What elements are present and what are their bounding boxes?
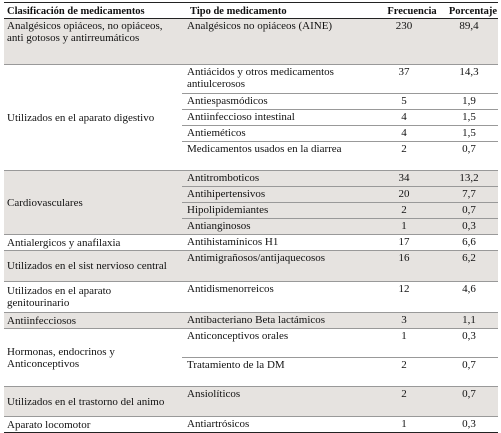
table-group (4, 417, 498, 432)
table-row (182, 65, 498, 93)
cell-tipo: Tratamiento de la DM (187, 359, 285, 371)
cell-clasificacion: Utilizados en el aparato digestivo (7, 111, 155, 124)
table-row (182, 357, 498, 386)
cell-tipo: Antianginosos (187, 220, 251, 232)
table-group (4, 251, 498, 282)
header-clasificacion: Clasificación de medicamentos (7, 6, 145, 17)
cell-tipo: Antihistamínicos H1 (187, 236, 279, 248)
cell-tipo: Hipolipidemiantes (187, 204, 269, 216)
cell-tipo: Antibacteriano Beta lactámicos (187, 314, 326, 326)
cell-clasificacion: Utilizados en el aparato genitourinario (7, 285, 112, 309)
cell-porcentaje: 0,7 (462, 388, 476, 400)
cell-porcentaje: 0,7 (462, 143, 476, 155)
cell-clasificacion: Analgésicos opiáceos, no opiáceos, anti gotosos y antirreumáticos (7, 20, 163, 44)
group-rows (182, 282, 498, 312)
cell-tipo: Antiespasmódicos (187, 95, 268, 107)
table-row (182, 109, 498, 125)
cell-frecuencia: 12 (398, 283, 410, 295)
cell-frecuencia: 4 (401, 111, 407, 123)
cell-frecuencia: 37 (398, 66, 410, 78)
table-group (4, 235, 498, 251)
cell-tipo: Antiácidos y otros medicamentos antiulcerosos (187, 66, 334, 90)
cell-tipo: Antiinfeccioso intestinal (187, 111, 295, 123)
table-body (4, 19, 498, 432)
cell-frecuencia: 5 (401, 95, 407, 107)
cell-tipo: Antiartrósicos (187, 418, 250, 430)
table-row (182, 387, 498, 416)
cell-frecuencia: 1 (401, 220, 407, 232)
table-group (4, 329, 498, 387)
group-rows (182, 329, 498, 386)
header-frecuencia: Frecuencia (387, 6, 437, 17)
cell-porcentaje: 13,2 (459, 172, 479, 184)
cell-frecuencia: 3 (401, 314, 407, 326)
cell-frecuencia: 2 (401, 388, 407, 400)
cell-tipo: Antihipertensivos (187, 188, 266, 200)
cell-tipo: Ansiolíticos (187, 388, 241, 400)
cell-porcentaje: 0,7 (462, 204, 476, 216)
table-row (182, 313, 498, 328)
cell-tipo: Antimigrañosos/antijaquecosos (187, 252, 326, 264)
cell-porcentaje: 0,3 (462, 330, 476, 342)
table-row (182, 186, 498, 202)
cell-porcentaje: 0,7 (462, 359, 476, 371)
cell-frecuencia: 34 (398, 172, 410, 184)
cell-porcentaje: 7,7 (462, 188, 476, 200)
cell-porcentaje: 89,4 (459, 20, 479, 32)
table-row (182, 125, 498, 141)
cell-porcentaje: 0,3 (462, 418, 476, 430)
cell-tipo: Analgésicos no opiáceos (AINE) (187, 20, 333, 32)
cell-porcentaje: 0,3 (462, 220, 476, 232)
cell-porcentaje: 1,5 (462, 111, 476, 123)
group-rows (182, 19, 498, 64)
table-row (182, 417, 498, 432)
medication-table (4, 2, 498, 433)
table-row (182, 235, 498, 250)
cell-clasificacion: Utilizados en el trastorno del animo (7, 395, 165, 408)
cell-frecuencia: 1 (401, 418, 407, 430)
cell-tipo: Antitromboticos (187, 172, 260, 184)
group-rows (182, 235, 498, 250)
cell-tipo: Medicamentos usados en la diarrea (187, 143, 342, 155)
cell-clasificacion: Hormonas, endocrinos y Anticonceptivos (7, 345, 115, 370)
cell-clasificacion: Antiinfecciosos (7, 314, 77, 327)
group-rows (182, 65, 498, 170)
table-row (182, 19, 498, 64)
cell-frecuencia: 230 (395, 20, 413, 32)
cell-frecuencia: 1 (401, 330, 407, 342)
group-rows (182, 171, 498, 234)
cell-porcentaje: 14,3 (459, 66, 479, 78)
table-group (4, 171, 498, 235)
cell-porcentaje: 1,9 (462, 95, 476, 107)
cell-frecuencia: 2 (401, 204, 407, 216)
table-row (182, 202, 498, 218)
table-row (182, 282, 498, 312)
cell-porcentaje: 4,6 (462, 283, 476, 295)
cell-clasificacion: Cardiovasculares (7, 196, 83, 209)
cell-tipo: Antieméticos (187, 127, 246, 139)
table-row (182, 218, 498, 234)
table-header (4, 3, 498, 19)
cell-tipo: Anticonceptivos orales (187, 330, 289, 342)
header-tipo: Tipo de medicamento (190, 6, 287, 17)
table-row (182, 171, 498, 186)
group-rows (182, 417, 498, 432)
table-group (4, 19, 498, 65)
group-rows (182, 313, 498, 328)
group-rows (182, 387, 498, 416)
cell-tipo: Antidismenorreicos (187, 283, 274, 295)
cell-frecuencia: 2 (401, 359, 407, 371)
cell-frecuencia: 17 (398, 236, 410, 248)
cell-frecuencia: 2 (401, 143, 407, 155)
table-group (4, 313, 498, 329)
cell-clasificacion: Utilizados en el sist nervioso central (7, 260, 167, 272)
cell-clasificacion: Antialergicos y anafilaxia (7, 236, 121, 249)
table-row (182, 329, 498, 357)
cell-frecuencia: 16 (398, 252, 410, 264)
table-group (4, 65, 498, 171)
table-row (182, 141, 498, 170)
group-rows (182, 251, 498, 281)
table-row (182, 93, 498, 109)
cell-porcentaje: 6,2 (462, 252, 476, 264)
cell-clasificacion: Aparato locomotor (7, 418, 91, 431)
cell-porcentaje: 6,6 (462, 236, 476, 248)
cell-porcentaje: 1,5 (462, 127, 476, 139)
table-row (182, 251, 498, 281)
cell-porcentaje: 1,1 (462, 314, 476, 326)
header-porcentaje: Porcentaje (448, 6, 498, 17)
cell-frecuencia: 4 (401, 127, 407, 139)
cell-frecuencia: 20 (398, 188, 410, 200)
table-group (4, 282, 498, 313)
